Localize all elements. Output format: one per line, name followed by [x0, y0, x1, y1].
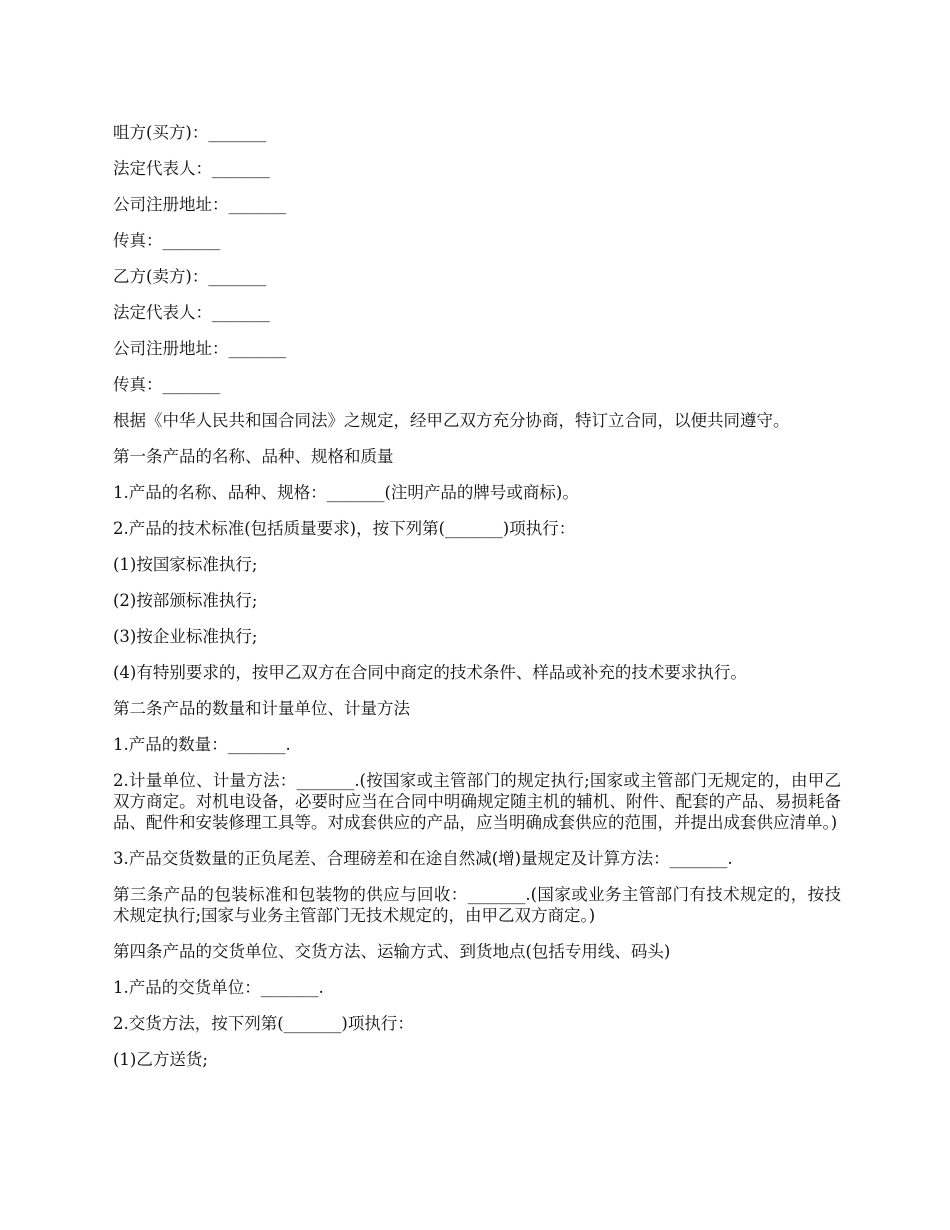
article-4-option-1: (1)乙方送货;	[113, 1050, 208, 1069]
buyer-line: 咀方(买方)：_______	[113, 123, 267, 142]
article-4-heading: 第四条产品的交货单位、交货方法、运输方式、到货地点(包括专用线、码头)	[113, 942, 671, 961]
article-1-option-3: (3)按企业标准执行;	[113, 627, 258, 646]
seller-fax: 传真：_______	[113, 375, 221, 394]
article-1-item-1: 1.产品的名称、品种、规格：_______(注明产品的牌号或商标)。	[113, 483, 579, 502]
article-1-heading: 第一条产品的名称、品种、规格和质量	[113, 447, 394, 466]
article-4-item-1: 1.产品的交货单位：_______.	[113, 978, 324, 997]
seller-legal-representative: 法定代表人：_______	[113, 303, 270, 322]
buyer-registered-address: 公司注册地址：_______	[113, 195, 287, 214]
article-2-item-1: 1.产品的数量：_______.	[113, 735, 291, 754]
buyer-legal-representative: 法定代表人：_______	[113, 159, 270, 178]
article-2-heading: 第二条产品的数量和计量单位、计量方法	[113, 699, 410, 718]
article-1-option-1: (1)按国家标准执行;	[113, 555, 258, 574]
article-1-option-4: (4)有特别要求的，按甲乙双方在合同中商定的技术条件、样品或补充的技术要求执行。	[113, 663, 747, 682]
article-3-paragraph: 第三条产品的包装标准和包装物的供应与回收：_______.(国家或业务主管部门有技术规定的，按技术规定执行;国家与业务主管部门无技术规定的，由甲乙双方商定。)	[113, 885, 841, 925]
seller-registered-address: 公司注册地址：_______	[113, 339, 287, 358]
article-4-item-2: 2.交货方法，按下列第(_______)项执行：	[113, 1014, 414, 1033]
buyer-fax: 传真：_______	[113, 231, 221, 250]
article-2-item-3: 3.产品交货数量的正负尾差、合理磅差和在途自然减(增)量规定及计算方法：_______.	[113, 849, 733, 868]
article-1-option-2: (2)按部颁标准执行;	[113, 591, 258, 610]
contract-document	[113, 122, 841, 1085]
preamble-paragraph: 根据《中华人民共和国合同法》之规定，经甲乙双方充分协商，特订立合同，以便共同遵守。	[113, 411, 790, 430]
seller-line: 乙方(卖方)：_______	[113, 267, 267, 286]
article-2-item-2: 2.计量单位、计量方法：_______.(按国家或主管部门的规定执行;国家或主管部门无规定的，由甲乙双方商定。对机电设备，必要时应当在合同中明确规定随主机的辅机、附件、配套的产品、易损耗备品、配件和安装修理工具等。对成套供应的产品，应当明确成套供应的范围，并提出成套供应清单。)	[113, 771, 841, 832]
article-1-item-2: 2.产品的技术标准(包括质量要求)，按下列第(_______)项执行：	[113, 519, 576, 538]
